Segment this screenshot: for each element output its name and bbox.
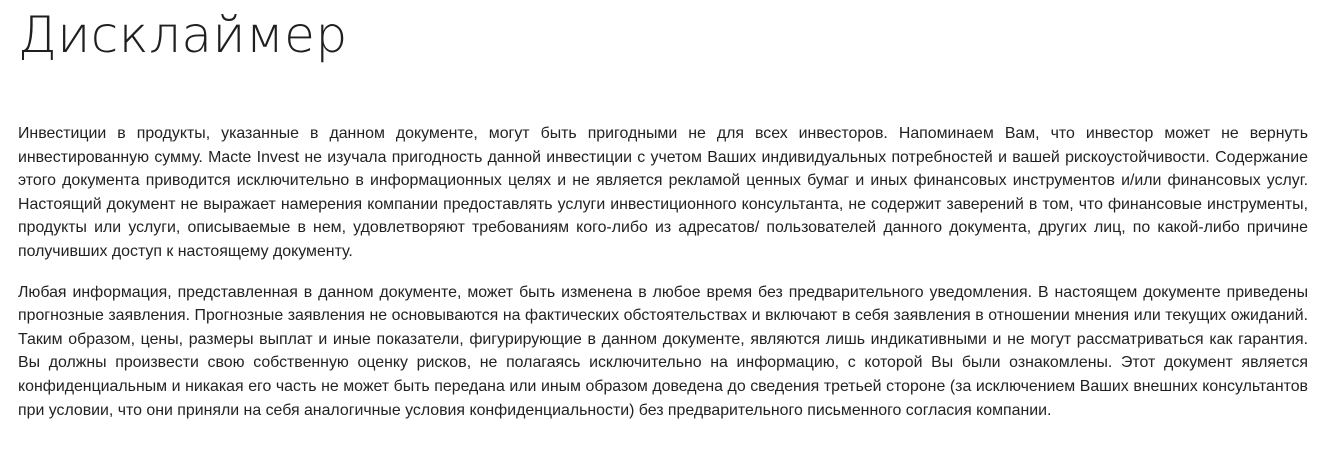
disclaimer-content xyxy=(18,122,1308,422)
disclaimer-paragraph-forward-looking-statements: Любая информация, представленная в данном документе, может быть изменена в любое время без предварительного уведомления. В настоящем документе приведены прогнозные заявления. Прогнозные заявления не основываются на фактических обстоятельствах и включают в себя заявления в отношении мнения или текущих ожиданий. Таким образом, цены, размеры выплат и иные показатели, фигурирующие в данном документе, являются лишь индикативными и не могут рассматриваться как гарантия. Вы должны произвести свою собственную оценку рисков, не полагаясь исключительно на информацию, с которой Вы были ознакомлены. Этот документ является конфиденциальным и никакая его часть не может быть передана или иным образом доведена до сведения третьей стороне (за исключением Ваших внешних консультантов при условии, что они приняли на себя аналогичные условия конфиденциальности) без предварительного письменного согласия компании. xyxy=(18,283,1308,419)
page-title: Дисклаймер xyxy=(18,6,348,64)
disclaimer-paragraph-investment-suitability: Инвестиции в продукты, указанные в данном документе, могут быть пригодными не для всех инвесторов. Напоминаем Вам, что инвестор может не вернуть инвестированную сумму. Macte Invest не изучала пригодность данной инвестиции с учетом Ваших индивидуальных потребностей и вашей рискоустойчивости. Содержание этого документа приводится исключительно в информационных целях и не является рекламой ценных бумаг и иных финансовых инструментов и/или финансовых услуг. Настоящий документ не выражает намерения компании предоставлять услуги инвестиционного консультанта, не содержит заверений в том, что финансовые инструменты, продукты или услуги, описываемые в нем, удовлетворяют требованиям кого-либо из адресатов/ пользователей данного документа, других лиц, по какой-либо причине получивших доступ к настоящему документу. xyxy=(18,125,1308,260)
